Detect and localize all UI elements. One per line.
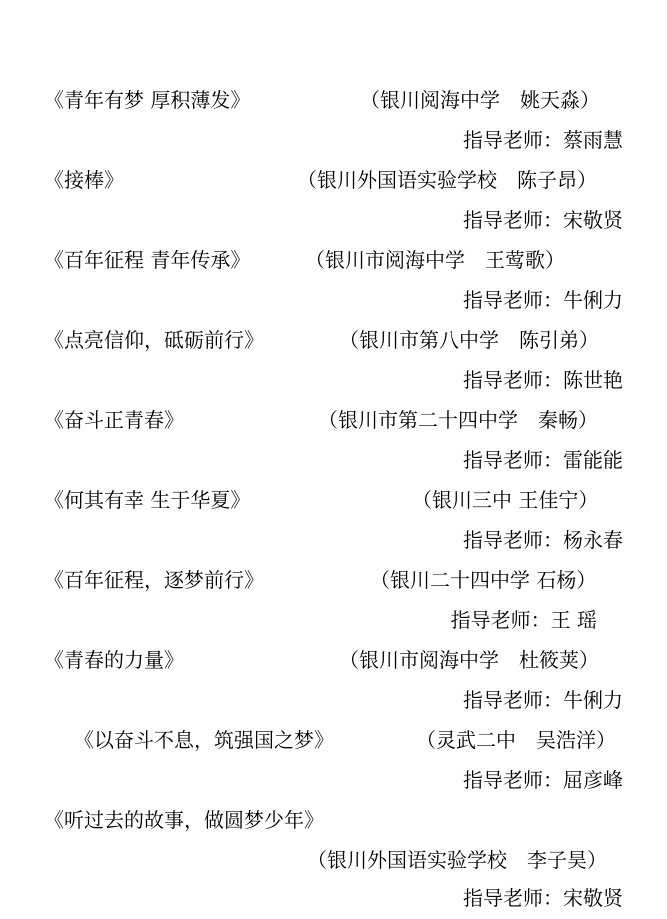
advisor-name: 雷能能 [563,448,623,472]
entry-author: （银川市第二十四中学 秦畅） [318,408,598,432]
entry-title: 《以奋斗不息，筑强国之梦》 [74,728,334,752]
entry-advisor [463,208,623,232]
entry-title: 《接棒》 [44,168,124,192]
entry-author: （银川市第八中学 陈引弟） [339,328,599,352]
entry-author: （银川三中 王佳宁） [412,488,599,512]
advisor-label: 指导老师： [463,688,563,712]
advisor-label: 指导老师： [463,288,563,312]
advisor-label: 指导老师： [463,448,563,472]
advisor-label: 指导老师： [463,768,563,792]
entry-title: 《点亮信仰，砥砺前行》 [44,328,264,352]
advisor-name: 王 瑶 [550,608,597,632]
entry-author: （银川市阅海中学 王莺歌） [305,248,565,272]
entry-advisor [463,688,623,712]
advisor-name: 牛俐力 [563,688,623,712]
advisor-name: 宋敬贤 [563,208,623,232]
entry-author: （银川外国语实验学校 李子昊） [307,848,607,872]
entry-author: （灵武二中 吴浩洋） [416,728,616,752]
entry-advisor [463,886,623,910]
advisor-name: 宋敬贤 [563,886,623,910]
entry-advisor [463,528,623,552]
entry-advisor [463,368,623,392]
entry-title: 《奋斗正青春》 [44,408,184,432]
entry-author: （银川二十四中学 石杨） [370,568,597,592]
entry-advisor [463,128,623,152]
advisor-label: 指导老师： [463,128,563,152]
entry-title: 《青春的力量》 [44,648,184,672]
entry-title: 《青年有梦 厚积薄发》 [44,88,251,112]
advisor-label: 指导老师： [463,208,563,232]
entry-advisor [463,768,623,792]
entry-author: （银川外国语实验学校 陈子昂） [297,168,597,192]
entry-author: （银川市阅海中学 杜筱荚） [339,648,599,672]
advisor-name: 屈彦峰 [563,768,623,792]
entry-advisor [463,448,623,472]
entry-title: 《百年征程，逐梦前行》 [44,568,264,592]
advisor-label: 指导老师： [463,368,563,392]
entry-title: 《百年征程 青年传承》 [44,248,251,272]
advisor-label: 指导老师： [463,528,563,552]
advisor-name: 牛俐力 [563,288,623,312]
entry-advisor [451,608,597,632]
advisor-label: 指导老师： [450,608,551,632]
advisor-label: 指导老师： [463,886,563,910]
advisor-name: 陈世艳 [563,368,623,392]
entry-advisor [463,288,623,312]
advisor-name: 蔡雨慧 [563,128,623,152]
advisor-name: 杨永春 [563,528,623,552]
entry-author: （银川阅海中学 姚天淼） [360,88,600,112]
entry-title: 《何其有幸 生于华夏》 [44,488,251,512]
entry-title: 《听过去的故事，做圆梦少年》 [44,808,324,832]
